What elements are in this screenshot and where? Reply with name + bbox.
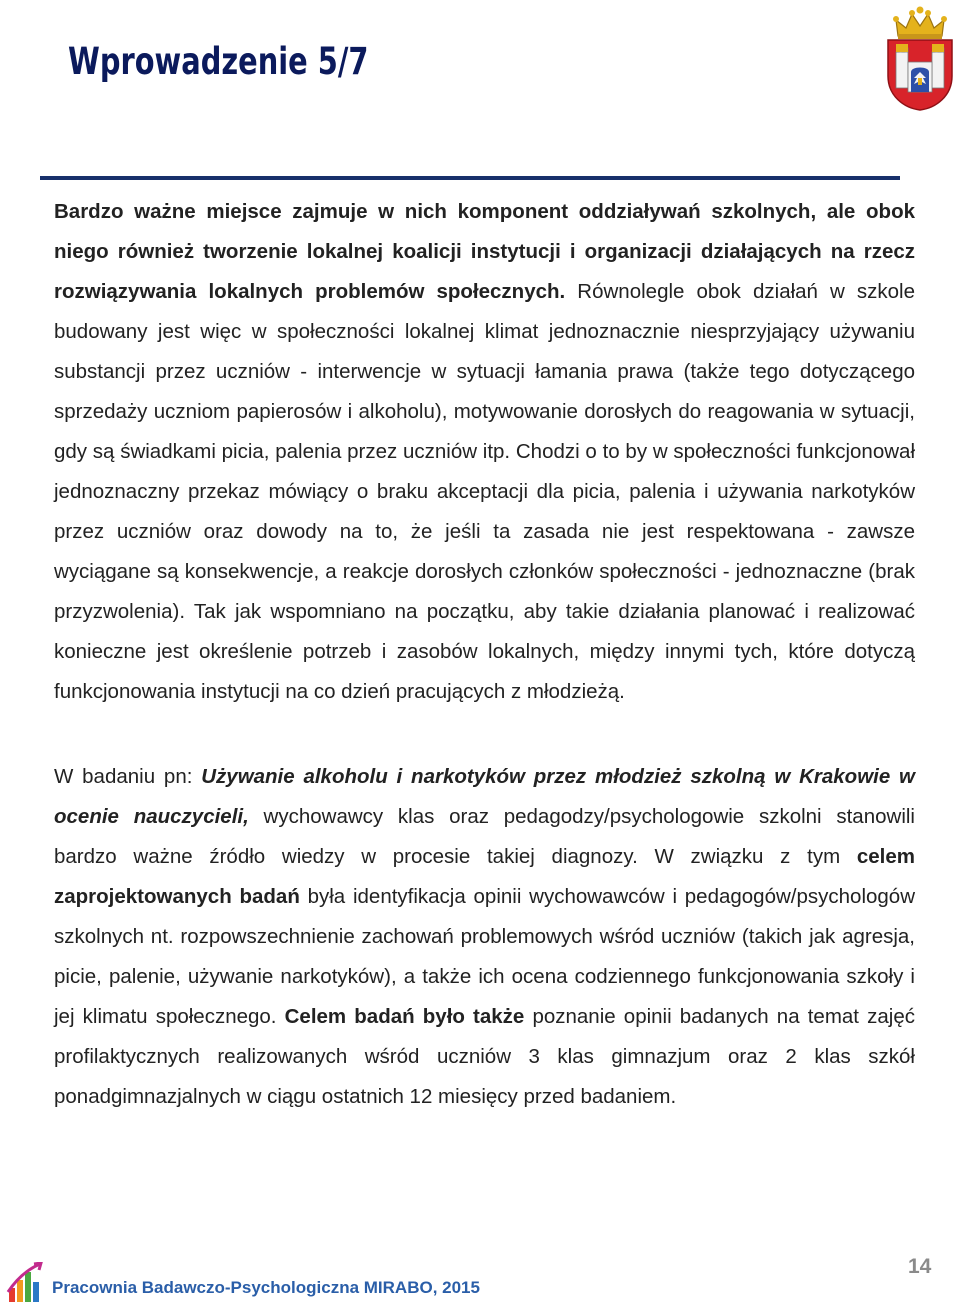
paragraph-2-text-3: była identyfikacja opinii wychowawców i pedagogów/psychologów szkolnych nt. rozpowszechnienie zachowań problemowych wśród uczniów (takich jak agresja, picie, palenie, używanie narkotyków), a także ich ocena codziennego funkcjonowania szkoły i jej klimatu społecznego. — [54, 885, 916, 1028]
paragraph-1-body: Równolegle obok działań w szkole budowany jest więc w społeczności lokalnej klimat jednoznacznie niesprzyjający używaniu substancji przez uczniów - interwencje w sytuacji łamania prawa (także tego dotyczącego sprzedaży uczniom papierosów i alkoholu), motywowanie dorosłych do reagowania w sytuacji, gdy są świadkami picia, palenia przez uczniów itp. Chodzi o to by w społeczności funkcjonował jednoznaczny przekaz mówiący o braku akceptacji dla picia, palenia i używania narkotyków przez uczniów oraz dowody na to, że jeśli ta zasada nie jest respektowana - zawsze wyciągane są konsekwencje, a reakcje dorosłych członków społeczności - jednoznaczne (brak przyzwolenia). Tak jak wspomniano na początku, aby takie działania planować i realizować konieczne jest określenie potrzeb i zasobów lokalnych, między innymi tych, które dotyczą funkcjonowania instytucji na co dzień pracujących z młodzieżą. — [54, 280, 915, 703]
paragraph-2-text-4: poznanie opinii badanych na temat zajęć profilaktycznych realizowanych wśród uczniów 3 klas gimnazjum oraz 2 klas szkół ponadgimnazjalnych w ciągu ostatnich 12 miesięcy przed badaniem. — [54, 1005, 915, 1108]
mirabo-logo-icon — [6, 1262, 44, 1304]
krakow-coat-of-arms-icon — [884, 6, 956, 112]
page-title: Wprowadzenie 5/7 — [68, 40, 369, 83]
paragraph-1-bold-intro: Bardzo ważne miejsce zajmuje w nich komponent oddziaływań szkolnych, ale obok niego również tworzenie lokalnej koalicji instytucji i organizacji działających na rzecz rozwiązywania lokalnych problemów społecznych. — [54, 200, 915, 303]
paragraph-2-text-2: wychowawcy klas oraz pedagodzy/psychologowie szkolni stanowili bardzo ważne źródło wiedzy w procesie takiej diagnozy. W związku z tym — [54, 805, 915, 868]
header-divider — [40, 176, 900, 180]
paragraph-1 — [54, 192, 915, 712]
paragraph-2 — [54, 757, 915, 1117]
paragraph-2-text-1: W badaniu pn: — [54, 765, 202, 788]
study-title: Używanie alkoholu i narkotyków przez młodzież szkolną w Krakowie w ocenie nauczycieli, — [54, 765, 915, 828]
footer-organization: Pracownia Badawczo-Psychologiczna MIRABO, 2015 — [52, 1278, 480, 1297]
paragraph-2-bold-2: Celem badań było także — [284, 1005, 525, 1028]
paragraph-2-bold-1: celem zaprojektowanych badań — [54, 845, 915, 908]
document-body — [54, 192, 915, 1117]
page-number: 14 — [908, 1255, 932, 1278]
